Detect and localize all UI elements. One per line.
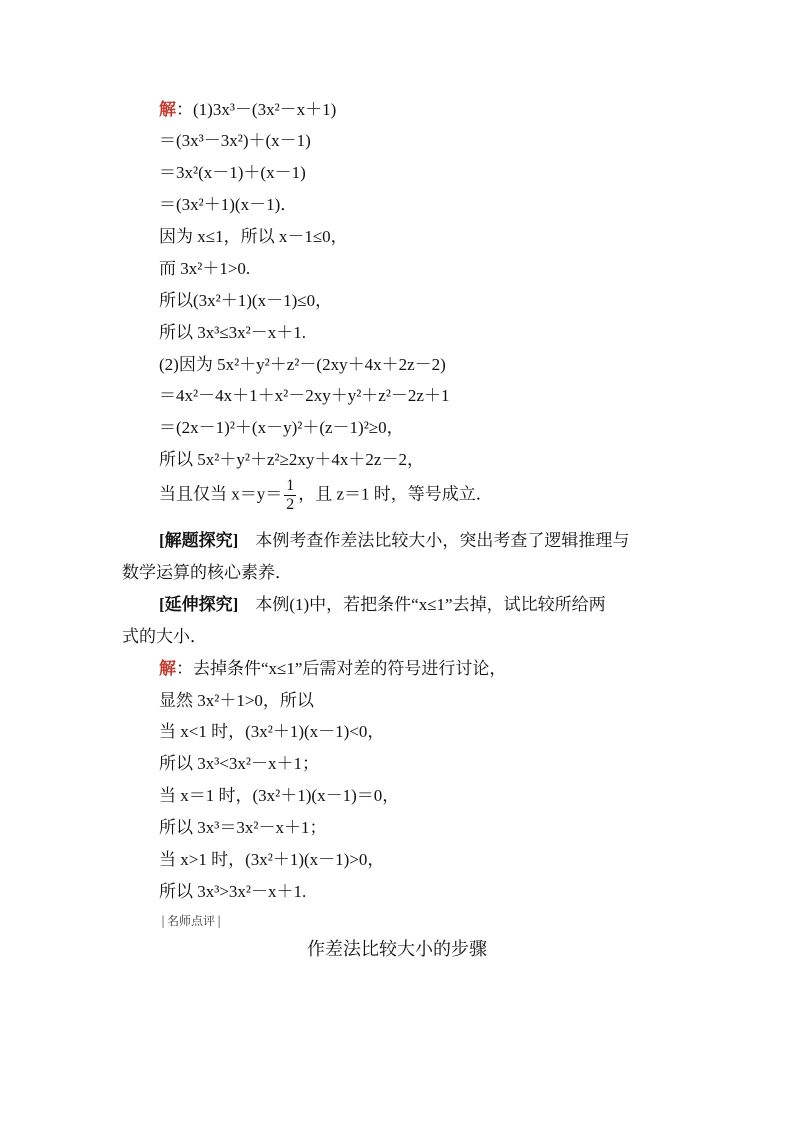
answer-line: 显然 3x²＋1>0，所以 — [159, 691, 314, 710]
equality-suffix: ，且 z＝1 时，等号成立． — [298, 484, 493, 504]
extend-text: 本例(1)中，若把条件“x≤1”去掉，试比较所给两 — [238, 595, 606, 614]
answer-line: 所以 3x³<3x²－x＋1； — [159, 754, 320, 773]
solution-line: ＝4x²－4x＋1＋x²－2xy＋y²＋z²－2z＋1 — [159, 386, 450, 405]
explore-label: [解题探究] — [159, 531, 239, 550]
fraction-numerator: 1 — [286, 477, 295, 494]
solution-line: 所以(3x²＋1)(x－1)≤0， — [159, 291, 333, 310]
solution-line-1 — [159, 99, 336, 121]
solution-line: ＝(2x－1)²＋(x－y)²＋(z－1)²≥0， — [159, 418, 404, 437]
answer-label: 解 — [159, 659, 176, 678]
answer-line: 当 x>1 时，(3x²＋1)(x－1)>0， — [159, 850, 385, 869]
extend-label: [延伸探究] — [159, 595, 239, 614]
solution-line: 而 3x²＋1>0. — [159, 259, 251, 278]
solution-line: 所以 5x²＋y²＋z²≥2xy＋4x＋2z－2， — [159, 450, 424, 469]
answer-line: 当 x＝1 时，(3x²＋1)(x－1)＝0， — [159, 786, 400, 805]
explore-line-2: 数学运算的核心素养． — [122, 563, 292, 582]
solution-line: 因为 x≤1，所以 x－1≤0， — [159, 227, 348, 246]
answer-line: 所以 3x³＝3x²－x＋1； — [159, 818, 327, 837]
explore-text: 本例考查作差法比较大小，突出考查了逻辑推理与 — [238, 531, 630, 550]
solution-line: (2)因为 5x²＋y²＋z²－(2xy＋4x＋2z－2) — [159, 355, 446, 374]
equality-line — [159, 477, 493, 514]
answer-line-1 — [159, 658, 506, 680]
fraction-denominator: 2 — [286, 496, 295, 513]
solution-text: ：(1)3x³－(3x²－x＋1) — [176, 100, 337, 119]
extend-line-1 — [159, 594, 606, 616]
solution-line: ＝3x²(x－1)＋(x－1) — [159, 163, 306, 182]
fraction — [284, 477, 296, 514]
explore-line-1 — [159, 530, 629, 552]
solution-line: 所以 3x³≤3x²－x＋1. — [159, 323, 307, 342]
teacher-comment-tag: | 名师点评 | — [159, 912, 223, 929]
equality-prefix: 当且仅当 x＝y＝ — [159, 484, 283, 504]
solution-line: ＝(3x²＋1)(x－1)． — [159, 195, 298, 214]
extend-line-2: 式的大小． — [122, 627, 207, 646]
answer-line: 当 x<1 时，(3x²＋1)(x－1)<0， — [159, 722, 385, 741]
answer-line: 所以 3x³>3x²－x＋1. — [159, 882, 307, 901]
solution-line: ＝(3x³－3x²)＋(x－1) — [159, 131, 311, 150]
answer-text: ：去掉条件“x≤1”后需对差的符号进行讨论， — [176, 659, 507, 678]
solution-label: 解 — [159, 100, 176, 119]
section-title: 作差法比较大小的步骤 — [307, 939, 487, 960]
